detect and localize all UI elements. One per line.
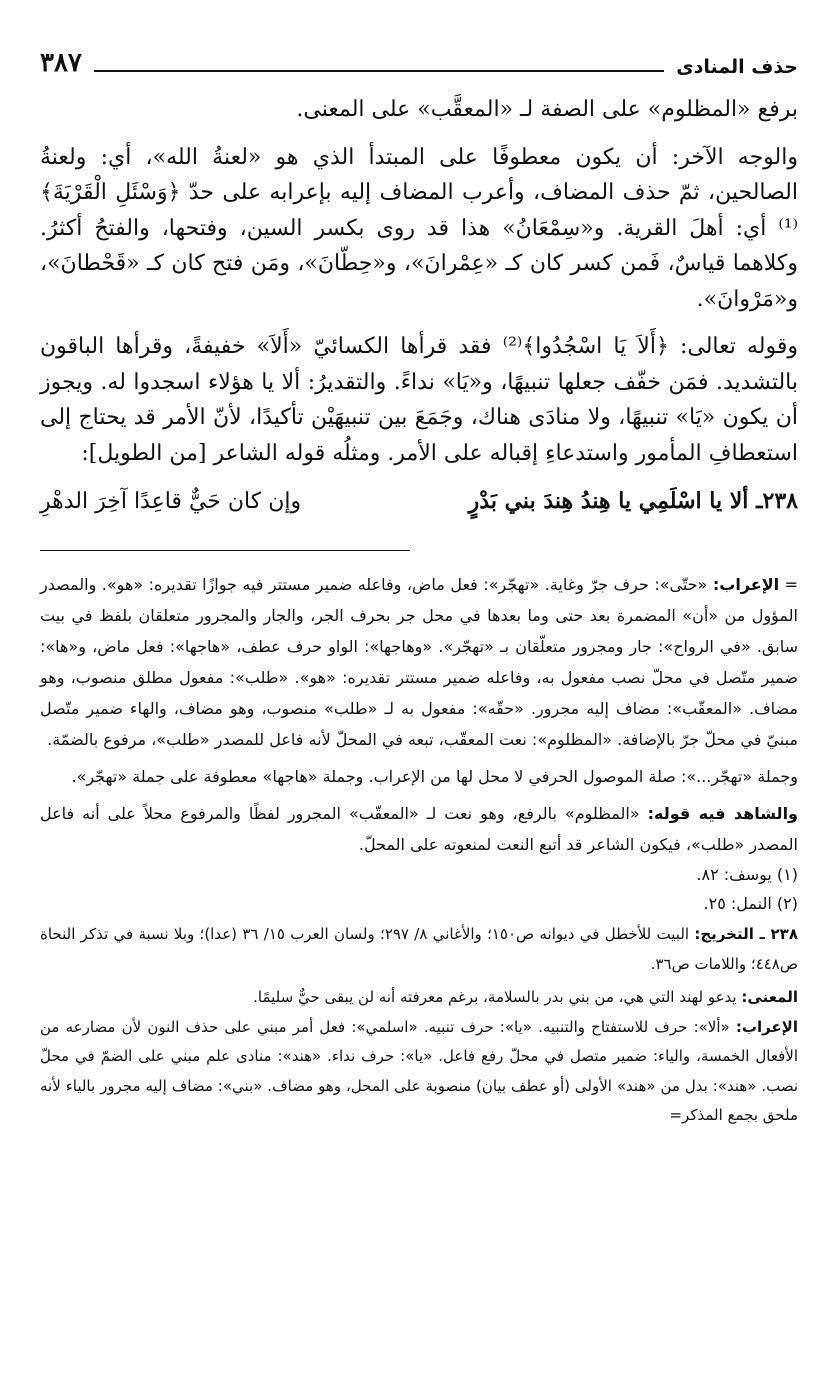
footnote-1: (١) يوسف: ٨٢. (696, 865, 798, 884)
note-text: «المظلوم» بالرفع، وهو نعت لـ «المعقّب» المجرور لفظًا والمرفوع محلاً على أنه فاعل المصدر «طلب»، فيكون الشاعر قد أتبع النعت لمنعوته على المحلّ. (40, 804, 798, 854)
takhrij-label: ٢٣٨ ـ التخريج: (694, 925, 798, 943)
note-label: والشاهد فيه قوله: (647, 804, 798, 823)
header-rule (94, 70, 664, 72)
takhrij-entry (40, 920, 798, 979)
footnotes (40, 860, 798, 918)
page-number: ٣٨٧ (40, 48, 82, 78)
meaning-text: يدعو لهند التي هي، من بني بدر بالسلامة، برغم معرفته أنه لن يبقى حيٌّ سليمًا. (253, 988, 737, 1006)
note-irab (40, 569, 798, 755)
irab-entry (40, 1013, 798, 1131)
irab-label: الإعراب: (735, 1017, 798, 1036)
meaning-label: المعنى: (741, 988, 798, 1006)
paragraph: وقوله تعالى: ﴿أَلاَ يَا اسْجُدُوا﴾⁽²⁾ فقد قرأها الكسائيّ «أَلاَ» خفيفةً، وقرأها الباقون بالتشديد. فمَن خفّف جعلها تنبيهًا، و«يَا» نداءً. والتقديرُ: ألا يا هؤلاء اسجدوا له. ويجوز أن يكون «يَا» تنبيهًا، ولا منادَى هناك، وجَمَعَ بين تنبيهَيْن تأكيدًا، لأنّ الأمر قد يحتاج إلى استعطافِ المأمور واستدعاءِ إقباله على الأمر. ومثلُه قوله الشاعر [من الطويل]: (40, 334, 798, 466)
verse-hemistich-first (469, 483, 798, 519)
note-text: «حتّى»: حرف جرّ وغاية. «تهجّر»: فعل ماض، وفاعله ضمير مستتر فيه جوازًا تقديره: «هو». والمصدر المؤول من «أن» المضمرة بعد حتى وما بعدها في محل جر بحرف الجر، والجار والمجرور متعلقان بلفظ في بيت سابق. «في الرواح»: جار ومجرور متعلّقان بـ «تهجّر». «وهاجها»: الواو حرف عطف، «هاجها»: فعل ماض، و«ها»: ضمير متّصل في محلّ نصب مفعول به، وفاعله ضمير مستتر تقديره: «هو». «طلب»: مفعول مطلق منصوب، وهو مضاف. «المعقّب»: مضاف إليه مجرور. «حقّه»: مفعول به لـ «طلب» منصوب، وهو مضاف، والهاء ضمير متّصل مبنيّ في محلّ جرّ بالإضافة. «المظلوم»: نعت المعقّب، تبعه في المحلّ لأنه فاعل للمصدر «طلب»، مرفوع بالضمّة. (40, 575, 798, 749)
verse-commentary (40, 920, 798, 1131)
verse-text-first: ألا يا اسْلَمِي يا هِندُ هِندَ بني بَدْرٍ (468, 488, 749, 514)
footnote-2: (٢) النمل: ٢٥. (703, 894, 798, 913)
verse-number: ٢٣٨ـ (756, 488, 798, 514)
verse-hemistich-second: وإن كان حَيٌّ قاعِدًا آخِرَ الدهْرِ (40, 489, 302, 514)
meaning-entry (40, 983, 798, 1013)
page-header (40, 48, 798, 78)
takhrij-text: البيت للأخطل في ديوانه ص١٥٠؛ والأغاني ٨/ ٢٩٧؛ ولسان العرب ١٥/ ٣٦ (عدا)؛ وبلا نسبة في تذكر النحاة ص٤٤٨؛ واللامات ص٣٦. (40, 925, 798, 973)
note-shahid (40, 798, 798, 860)
paragraph: برفع «المظلوم» على الصفة لـ «المعقَّب» على المعنى. (296, 97, 798, 122)
running-title: حذف المنادى (676, 56, 798, 78)
poetry-verse (40, 483, 798, 520)
footnote-divider (40, 550, 410, 551)
commentary-notes (40, 569, 798, 860)
note-label: الإعراب: (712, 575, 780, 594)
continuation-marker: = (784, 575, 798, 594)
paragraph: والوجه الآخر: أن يكون معطوفًا على المبتدأ الذي هو «لعنةُ الله»، أي: ولعنةُ الصالحين، ثمّ حذف المضاف، وأعرب المضاف إليه بإعرابه على حدّ ﴿وَسْئَلِ الْقَرْيَةَ﴾⁽¹⁾ أي: أهلَ القرية. و«سِمْعَانُ» هذا قد روى بكسر السين، وفتحها، والفتحُ أكثرُ. وكلاهما قياسٌ، فَمن كسر كان كـ «عِمْرانَ»، و«حِطّانَ»، ومَن فتح كان كـ «قَحْطانَ»، و«مَرْوانَ». (40, 144, 798, 312)
note-sentences: وجملة «تهجّر...»: صلة الموصول الحرفي لا محل لها من الإعراب. وجملة «هاجها» معطوفة على جملة «تهجّر». (71, 767, 798, 786)
irab-text: «ألا»: حرف للاستفتاح والتنبيه. «يا»: حرف تنبيه. «اسلمي»: فعل أمر مبني على حذف النون لأن مضارعه من الأفعال الخمسة، والياء: ضمير متصل في محلّ رفع فاعل. «يا»: حرف نداء. «هند»: منادى علم مبني على الضمّ في محلّ نصب. «هند»: بدل من «هند» الأولى (أو عطف بيان) منصوبة على المحل، وهو مضاف. «بني»: مضاف إليه مجرور بالياء لأنه ملحق بجمع المذكر= (40, 1017, 798, 1124)
main-text (40, 92, 798, 520)
